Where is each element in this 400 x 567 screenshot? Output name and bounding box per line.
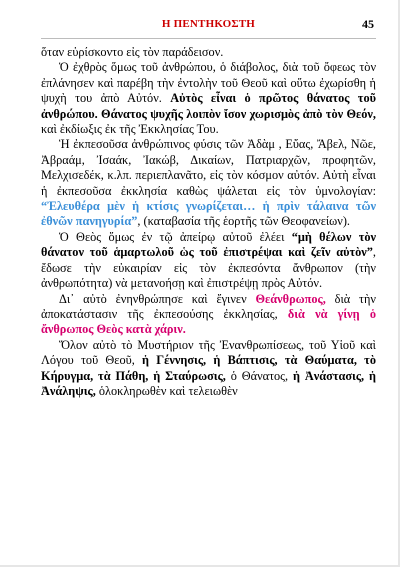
- text-run: Ὁ Θεὸς ὅμως ἐν τῷ ἀπείρῳ αὐτοῦ ἐλέει: [59, 229, 292, 244]
- text-run: Δι᾿ αὐτὸ ἐνηνθρώπησε καὶ ἔγινεν: [59, 291, 256, 306]
- text-run: Θεάνθρωπος,: [255, 291, 326, 306]
- text-run: διὰ τὴν ἀποκατάστασιν τῆς ἐκπεσούσης ἐκκλησίας,: [41, 291, 376, 321]
- text-run: , ἔδωσε τὴν εὐκαιρίαν εἰς τὸν ἐκπεσόντα ἄνθρωπον (τὴν ἀνθρωπότητα) νὰ μετανοήσῃ καὶ ἐπιστρέψῃ πρὸς Αὐτόν.: [41, 245, 376, 291]
- text-run: ὅταν εὑρίσκοντο εἰς τὸν παράδεισον.: [41, 45, 224, 59]
- page-header: [41, 12, 376, 39]
- text-run: , (καταβασία τῆς ἑορτῆς τῶν Θεοφανείων).: [137, 214, 350, 229]
- text-run: Ὅλον αὐτὸ τὸ Μυστήριον τῆς Ἐνανθρωπίσεως, τοῦ Υἱοῦ καὶ Λόγου τοῦ Θεοῦ,: [41, 337, 376, 368]
- paragraph: [41, 45, 376, 60]
- paragraph: [41, 230, 376, 292]
- text-run: “μὴ θέλων τὸν θάνατον τοῦ ἁμαρτωλοῦ ὡς τοῦ ἐπιστρέψαι καὶ ζεῖν αὐτὸν”: [41, 229, 377, 260]
- paragraph: [41, 60, 376, 137]
- text-run: Αὐτὸς εἶναι ὁ πρῶτος θάνατος τοῦ ἀνθρώπου. Θάνατος ψυχῆς λοιπὸν ἴσον χωρισμὸς ἀπὸ τὸν Θεόν,: [41, 91, 376, 121]
- text-run: Ἡ ἐκπεσοῦσα ἀνθρώπινος φύσις τῶν Ἀδὰμ , Εὔας, Ἄβελ, Νῶε, Ἀβραάμ, Ἰσαάκ, Ἰακώβ, Δικαίων, Πατριαρχῶν, προφητῶν, Μελχισεδέκ, κ.λπ. περιεπλανᾶτο, εἰς τὸν κόσμον αὐτόν. Αὐτὴ εἶναι ἡ ἐκπεσοῦσα ἐκκλησία καθὼς ψάλεται εἰς τὸν ὑμνολογίαν:: [41, 137, 376, 198]
- text-run: “Ἐλευθέρα μὲν ἡ κτίσις γνωρίζεται… ἡ πρὶν τάλαινα τῶν ἐθνῶν πανηγυρία”: [41, 199, 376, 229]
- body-text: [41, 45, 376, 399]
- paragraph: [41, 338, 376, 400]
- text-run: ἡ Ἀνάστασις, ἡ Ἀνάληψις,: [41, 368, 376, 398]
- text-run: ἡ Γέννησις, ἡ Βάπτισις, τὰ Θαύματα, τὸ Κήρυγμα, τὰ Πάθη, ἡ Σταύρωσις,: [41, 353, 376, 383]
- page-number: 45: [362, 17, 374, 31]
- text-run: ὁλοκληρωθὲν καὶ τελειωθὲν: [95, 383, 238, 398]
- text-run: Ὁ ἐχθρὸς ὅμως τοῦ ἀνθρώπου, ὁ διάβολος, διὰ τοῦ ὄφεως τὸν ἐπλάνησεν καὶ παρέβη τὴν ἐντολὴν τοῦ Θεοῦ καὶ οὕτω ἐχωρίσθη ἡ ψυχὴ του ἀπὸ Αὐτόν.: [41, 60, 376, 106]
- paragraph: [41, 292, 376, 338]
- text-run: καὶ ἐκδίωξις ἐκ τῆς Ἐκκλησίας Του.: [41, 122, 219, 137]
- text-run: ὁ Θάνατος,: [225, 368, 294, 383]
- running-title: Η ΠΕΝΤΗΚΟΣΤΗ: [161, 18, 256, 30]
- text-run: διὰ νὰ γίνῃ ὁ ἄνθρωπος Θεὸς κατὰ χάριν.: [41, 306, 376, 337]
- paragraph: [41, 137, 376, 229]
